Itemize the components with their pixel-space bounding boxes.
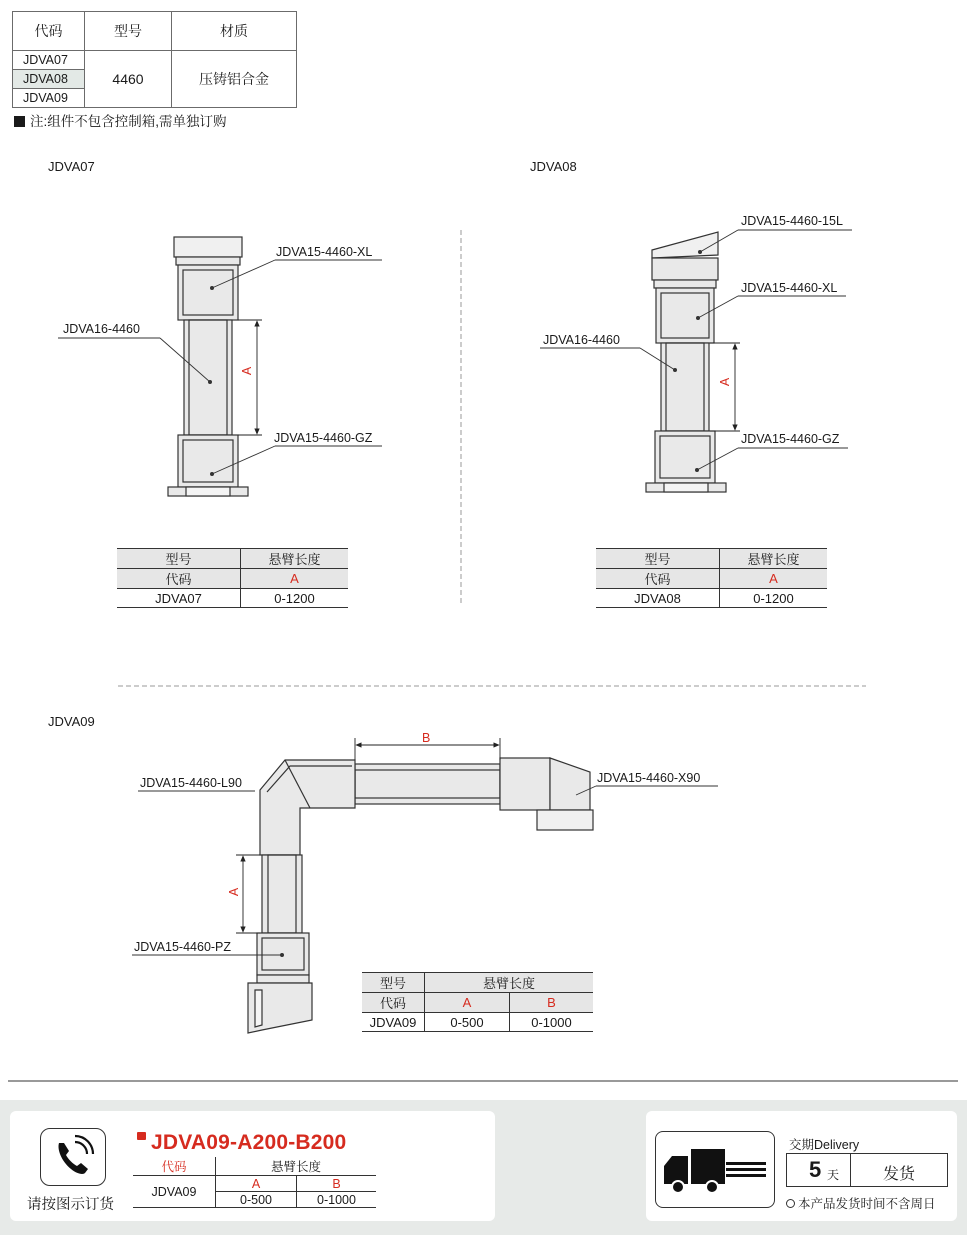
label-x90: JDVA15-4460-X90	[597, 771, 701, 785]
delivery-box	[786, 1153, 948, 1187]
jdva07-length-table: 型号 悬臂长度 代码 A JDVA07 0-1200	[117, 548, 348, 608]
label-mid: JDVA16-4460	[543, 333, 620, 347]
code-cell: JDVA08	[13, 70, 85, 89]
phone-icon	[40, 1128, 106, 1186]
order-table: 代码 悬臂长度 JDVA09 A B 0-500 0-1000	[133, 1157, 376, 1208]
note: 注:组件不包含控制箱,需单独订购	[14, 110, 227, 130]
material-cell: 压铸铝合金	[172, 51, 297, 108]
section-title-jdva07: JDVA07	[48, 159, 95, 174]
delivery-days: 5	[809, 1157, 822, 1182]
dim-a-label: A	[240, 366, 255, 376]
dim-a-label: A	[227, 887, 242, 897]
model-cell: 4460	[85, 51, 172, 108]
jdva08-assembly	[646, 232, 726, 492]
label-gz: JDVA15-4460-GZ	[274, 431, 373, 445]
code-cell: JDVA07	[13, 51, 85, 70]
header-material: 材质	[172, 12, 297, 51]
order-card	[10, 1111, 495, 1221]
label-xl: JDVA15-4460-XL	[276, 245, 373, 259]
jdva09-length-table: 型号 悬臂长度 代码 A B JDVA09 0-500 0-1000	[362, 972, 593, 1032]
delivery-unit: 天	[827, 1168, 840, 1182]
delivery-card	[646, 1111, 957, 1221]
red-bullet-icon	[137, 1132, 146, 1140]
jdva08-length-table: 型号 悬臂长度 代码 A JDVA08 0-1200	[596, 548, 827, 608]
dim-b-label: B	[422, 731, 431, 745]
label-mid: JDVA16-4460	[63, 322, 140, 336]
label-xl: JDVA15-4460-XL	[741, 281, 838, 295]
label-gz: JDVA15-4460-GZ	[741, 432, 840, 446]
order-caption: 请按图示订货	[27, 1197, 114, 1213]
dim-a-label: A	[718, 377, 733, 387]
delivery-action: 发货	[883, 1166, 916, 1183]
box-divider	[850, 1154, 851, 1186]
delivery-title: 交期Delivery	[789, 1138, 860, 1152]
section-title-jdva08: JDVA08	[530, 159, 577, 174]
code-cell: JDVA09	[13, 89, 85, 108]
label-15l: JDVA15-4460-15L	[741, 214, 843, 228]
circle-bullet-icon	[786, 1199, 795, 1208]
header-model: 型号	[85, 12, 172, 51]
label-pz: JDVA15-4460-PZ	[134, 940, 232, 954]
order-code: JDVA09-A200-B200	[151, 1131, 347, 1154]
header-code: 代码	[13, 12, 85, 51]
jdva07-assembly	[168, 237, 248, 496]
delivery-note: 本产品发货时间不含周日	[786, 1194, 936, 1212]
section-title-jdva09: JDVA09	[48, 714, 95, 729]
truck-icon	[655, 1131, 775, 1208]
label-l90: JDVA15-4460-L90	[140, 776, 242, 790]
